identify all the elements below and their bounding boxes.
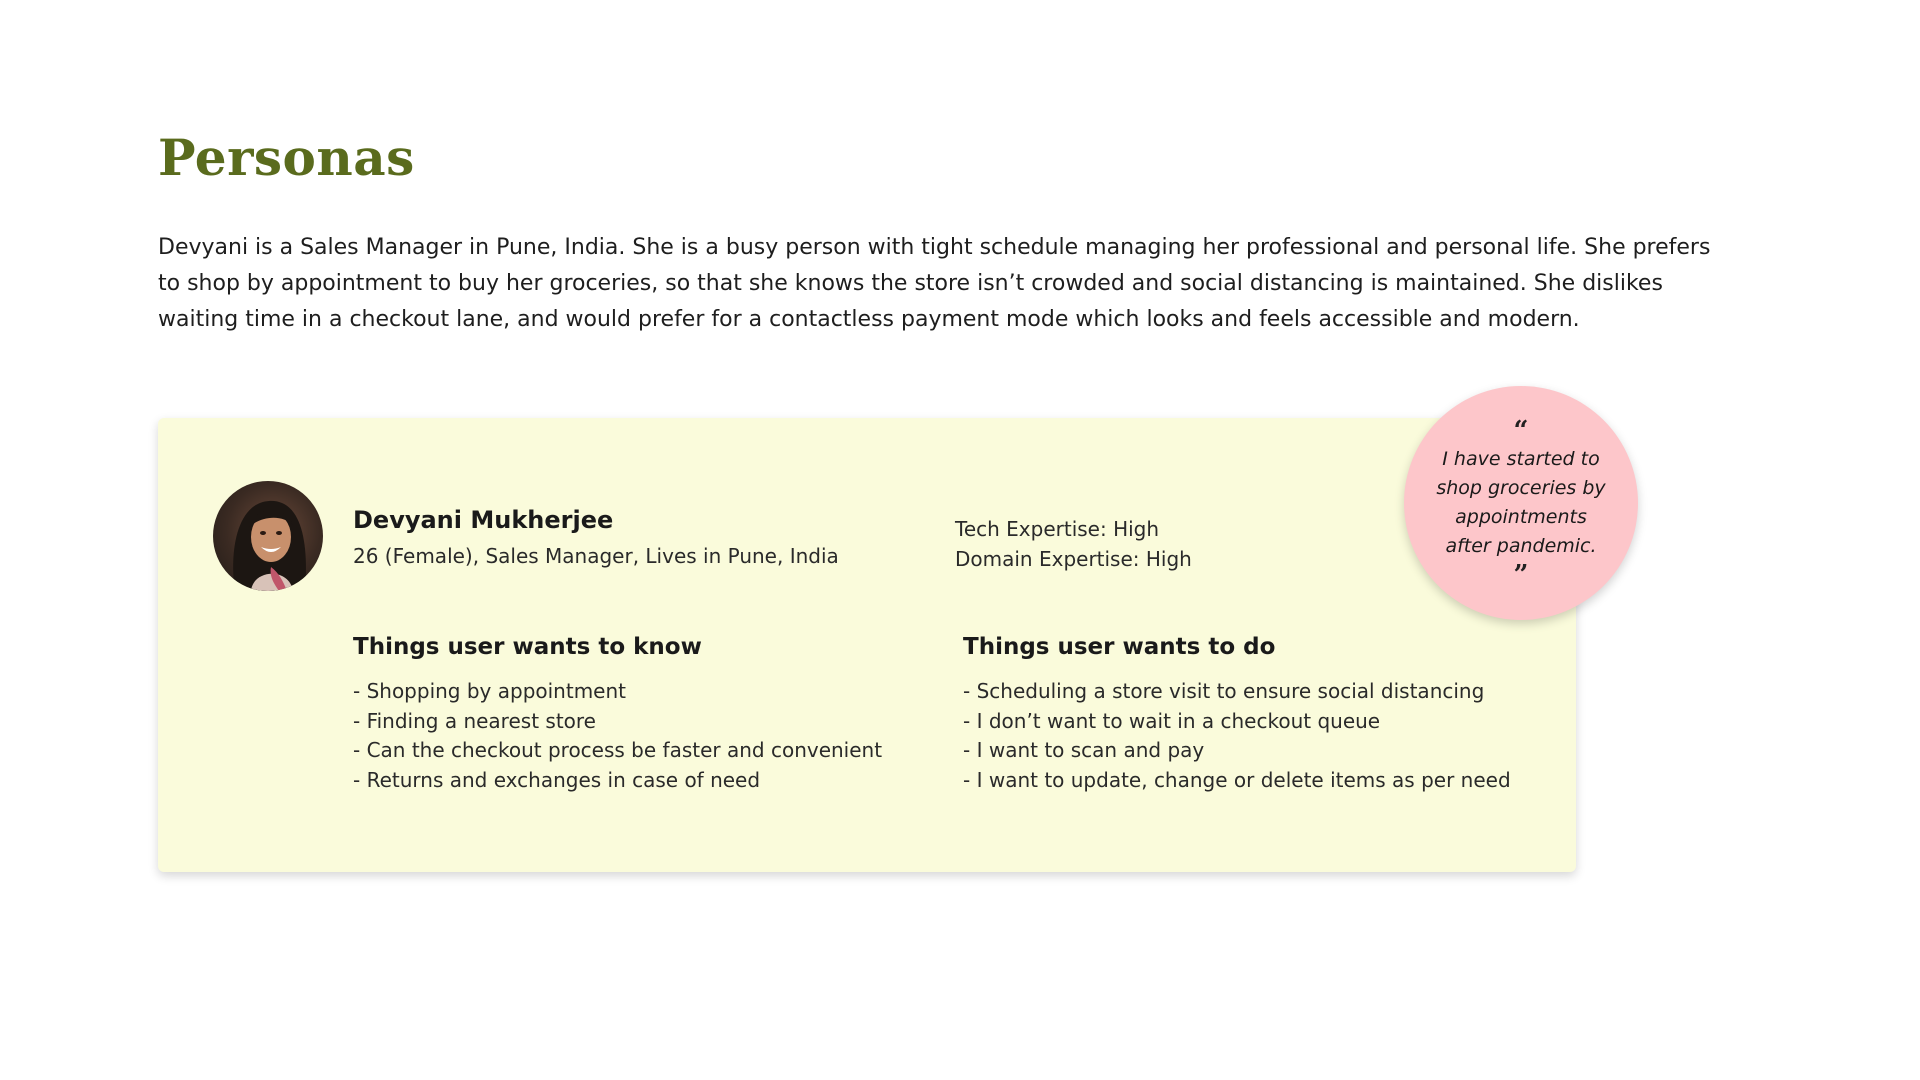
persona-card (158, 418, 1576, 872)
quote-text: I have started to shop groceries by appointments after pandemic. (1436, 448, 1606, 557)
list-item: - I want to scan and pay (963, 738, 1205, 762)
person-photo-icon (213, 481, 323, 591)
list-item: - Can the checkout process be faster and convenient (353, 738, 883, 762)
wants-to-know-list (353, 677, 882, 795)
wants-to-know-heading: Things user wants to know (353, 634, 702, 660)
quote-bubble (1404, 386, 1638, 620)
wants-to-do-list (963, 677, 1511, 795)
list-item: - Finding a nearest store (353, 708, 596, 733)
domain-expertise: Domain Expertise: High (955, 547, 1192, 571)
persona-subtitle: 26 (Female), Sales Manager, Lives in Pune, India (353, 544, 839, 568)
list-item: - Shopping by appointment (353, 679, 627, 703)
list-item: - I want to update, change or delete items as per need (963, 767, 1511, 792)
open-quote-icon: “ (1513, 416, 1529, 446)
expertise-block (955, 514, 1192, 574)
persona-name: Devyani Mukherjee (353, 506, 614, 534)
list-item: - Returns and exchanges in case of need (353, 767, 761, 792)
tech-expertise: Tech Expertise: High (955, 517, 1160, 541)
close-quote-icon: ” (1513, 560, 1529, 590)
page-title: Personas (158, 128, 415, 187)
list-item: - Scheduling a store visit to ensure social distancing (963, 679, 1485, 703)
list-item: - I don’t want to wait in a checkout queue (963, 708, 1381, 733)
wants-to-do-heading: Things user wants to do (963, 634, 1276, 660)
persona-intro-paragraph: Devyani is a Sales Manager in Pune, India. She is a busy person with tight schedule managing her professional and personal life. She prefers to shop by appointment to buy her groceries, so that she knows the store isn’t crowded and social distancing is maintained. She dislikes waiting time in a checkout lane, and would prefer for a contactless payment mode which looks and feels accessible and modern. (158, 235, 1711, 332)
